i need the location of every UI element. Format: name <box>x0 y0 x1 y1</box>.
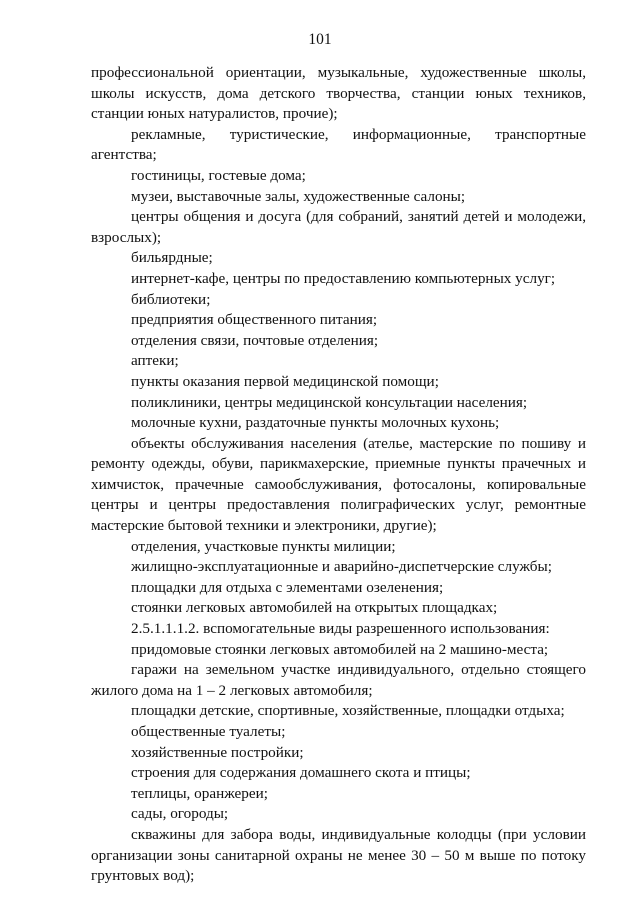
paragraph-greenhouses: теплицы, оранжереи; <box>131 784 268 802</box>
paragraph-first-aid: пункты оказания первой медицинской помощи; <box>131 372 439 390</box>
paragraph-public-toilets: общественные туалеты; <box>131 723 286 740</box>
paragraph-wells: скважины для забора воды, индивидуальные колодцы (при условии организации зоны санитарной охраны не менее 30 – 50 м выше по потоку грунтовых вод); <box>91 825 586 885</box>
paragraph-playgrounds: площадки детские, спортивные, хозяйственные, площадки отдыха; <box>131 702 565 720</box>
paragraph-clinics: поликлиники, центры медицинской консультации населения; <box>131 393 528 411</box>
paragraph-museums: музеи, выставочные залы, художественные салоны; <box>131 187 466 205</box>
paragraph-hotels: гостиницы, гостевые дома; <box>131 166 306 184</box>
paragraph-pharmacies: аптеки; <box>131 352 179 370</box>
paragraph-garages: гаражи на земельном участке индивидуального, отдельно стоящего жилого дома на 1 – 2 легковых автомобиля; <box>91 661 586 699</box>
paragraph-leisure-centers: центры общения и досуга (для собраний, занятий детей и молодежи, взрослых); <box>91 208 586 246</box>
paragraph-consumer-services: объекты обслуживания населения (ателье, мастерские по пошиву и ремонту одежды, обуви, парикмахерские, приемные пункты прачечных и химчисток, прачечные самообслуживания, фотосалоны, копировальные центры и центры предоставления полиграфических услуг, ремонтные мастерские бытовой техники и электроники, другие); <box>91 434 586 535</box>
paragraph-billiards: бильярдные; <box>131 249 213 267</box>
paragraph-gardens: сады, огороды; <box>131 805 229 823</box>
paragraph-rest-areas: площадки для отдыха с элементами озеленения; <box>131 578 444 596</box>
paragraph-post-offices: отделения связи, почтовые отделения; <box>131 331 379 349</box>
paragraph-agencies: рекламные, туристические, информационные, транспортные агентства; <box>91 125 586 164</box>
document-body <box>91 63 586 887</box>
paragraph-open-parking: стоянки легковых автомобилей на открытых площадках; <box>131 599 498 617</box>
paragraph-internet-cafes: интернет-кафе, центры по предоставлению компьютерных услуг; <box>131 269 556 287</box>
paragraph-catering: предприятия общественного питания; <box>131 311 378 329</box>
section-heading-auxiliary-uses: 2.5.1.1.1.2. вспомогательные виды разрешенного использования: <box>131 620 550 638</box>
paragraph-milk-kitchens: молочные кухни, раздаточные пункты молочных кухонь; <box>131 414 500 432</box>
paragraph-housing-services: жилищно-эксплуатационные и аварийно-диспетчерские службы; <box>131 558 552 576</box>
paragraph-livestock-buildings: строения для содержания домашнего скота и птицы; <box>131 764 471 782</box>
page-number: 101 <box>308 31 332 48</box>
paragraph-outbuildings: хозяйственные постройки; <box>131 743 304 761</box>
paragraph-education-continuation: профессиональной ориентации, музыкальные, художественные школы, школы искусств, дома детского творчества, станции юных техников, станции юных натуралистов, прочие); <box>91 64 586 123</box>
paragraph-libraries: библиотеки; <box>131 290 211 308</box>
paragraph-yard-parking: придомовые стоянки легковых автомобилей на 2 машино-места; <box>131 640 549 658</box>
paragraph-police: отделения, участковые пункты милиции; <box>131 537 396 555</box>
